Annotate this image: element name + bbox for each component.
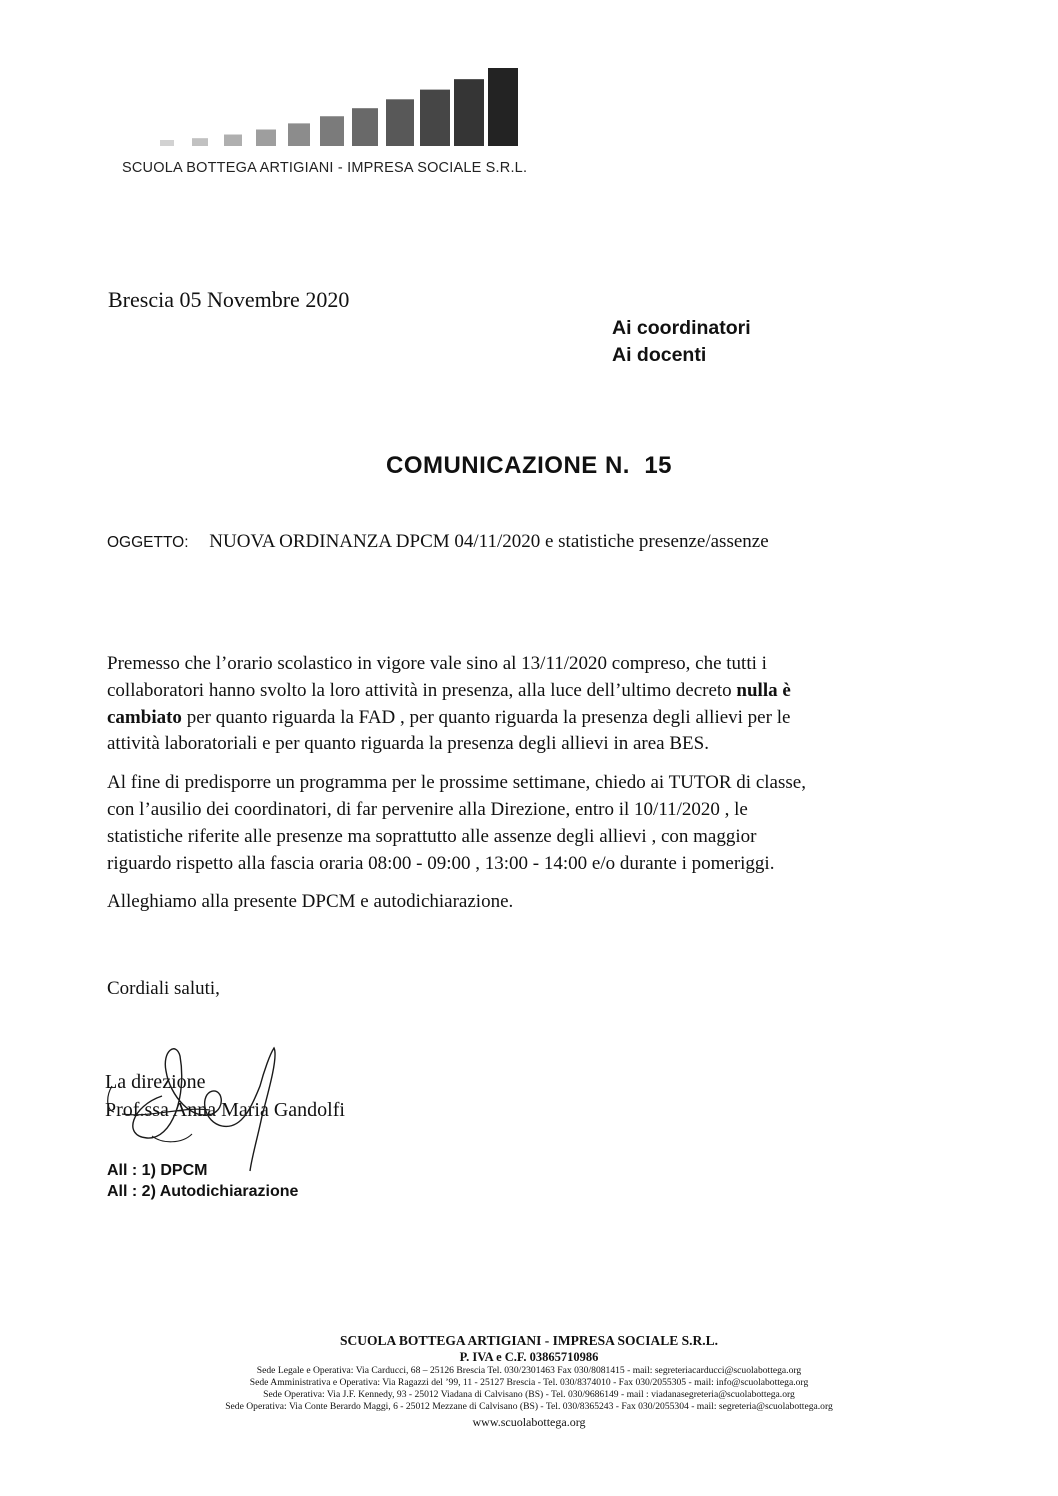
logo-bar <box>420 90 450 146</box>
signature-name: Prof.ssa Anna Maria Gandolfi <box>105 1099 345 1121</box>
logo-bar <box>160 140 174 146</box>
paragraph-1-bold: nulla è cambiato <box>107 679 791 728</box>
logo-bar <box>352 108 378 146</box>
subject-line <box>107 531 769 553</box>
signature-role: La direzione <box>105 1071 206 1093</box>
closing-greeting: Cordiali saluti, <box>107 978 220 999</box>
communication-title: COMUNICAZIONE N. 15 <box>385 452 673 479</box>
attachments-list <box>107 1160 298 1202</box>
logo-bar <box>256 130 276 146</box>
paragraph-1-text-b: per quanto riguarda la FAD , per quanto riguarda la presenza degli allievi per le attività laboratoriali e per quanto riguarda la presenza degli allievi in area BES. <box>107 706 791 755</box>
footer-company-name: SCUOLA BOTTEGA ARTIGIANI - IMPRESA SOCIALE S.R.L. <box>340 1333 718 1348</box>
footer-address-line: Sede Operativa: Via Conte Berardo Maggi, 6 - 25012 Mezzane di Calvisano (BS) - Tel. 030/8365243 - Fax 030/2055304 - mail: segreteria@scuolabottega.org <box>225 1401 833 1412</box>
recipient-docenti: Ai docenti <box>612 344 707 366</box>
footer-address-line: Sede Amministrativa e Operativa: Via Ragazzi del ’99, 11 - 25127 Brescia - Tel. 030/8374010 - Fax 030/2055305 - mail: info@scuolabottega.org <box>249 1377 809 1388</box>
logo-bar <box>224 135 242 146</box>
footer-address-line: Sede Legale e Operativa: Via Carducci, 68 – 25126 Brescia Tel. 030/2301463 Fax 030/8081415 - mail: segreteriacarducci@scuolabottega.org <box>256 1365 802 1376</box>
logo-bar <box>488 68 518 146</box>
logo-bar <box>288 123 310 146</box>
handwritten-signature <box>92 1026 292 1176</box>
footer-address-line: Sede Operativa: Via J.F. Kennedy, 93 - 25012 Viadana di Calvisano (BS) - Tel. 030/9686149 - mail : viadanasegreteria@scuolabottega.org <box>263 1389 795 1400</box>
paragraph-1-text-a: Premesso che l’orario scolastico in vigore vale sino al 13/11/2020 compreso, che tutti i collaboratori hanno svolto la loro attività in presenza, alla luce dell’ultimo decreto <box>107 653 767 701</box>
recipient-coordinatori: Ai coordinatori <box>612 317 751 339</box>
letter-date: Brescia 05 Novembre 2020 <box>108 287 350 312</box>
logo-bar <box>320 116 344 146</box>
attachment-autodichiarazione: All : 2) Autodichiarazione <box>107 1183 299 1200</box>
letter-body <box>107 651 807 928</box>
logo-bar <box>386 99 414 146</box>
logo-company-name: SCUOLA BOTTEGA ARTIGIANI - IMPRESA SOCIALE S.R.L. <box>122 160 528 176</box>
footer-website: www.scuolabottega.org <box>472 1415 586 1429</box>
attachment-dpcm: All : 1) DPCM <box>107 1162 208 1179</box>
logo-bar <box>454 79 484 146</box>
paragraph-3: Alleghiamo alla presente DPCM e autodichiarazione. <box>107 891 514 913</box>
paragraph-2: Al fine di predisporre un programma per le prossime settimane, chiedo ai TUTOR di classe, con l’ausilio dei coordinatori, di far pervenire alla Direzione, entro il 10/11/2020 , le statistiche riferite alle presenze ma soprattutto alle assenze degli allievi , con maggior riguardo rispetto alla fascia oraria 08:00 - 09:00 , 13:00 - 14:00 e/o durante i pomeriggi. <box>107 772 806 874</box>
subject-label: OGGETTO: <box>107 534 189 551</box>
subject-text: NUOVA ORDINANZA DPCM 04/11/2020 e statistiche presenze/assenze <box>209 531 769 552</box>
letterhead-footer <box>0 1332 1058 1431</box>
logo-bar <box>192 138 208 146</box>
footer-vat-number: P. IVA e C.F. 03865710986 <box>459 1350 599 1364</box>
recipients-block <box>612 315 751 369</box>
logo-graphic <box>160 68 520 148</box>
paragraph-1 <box>107 651 807 758</box>
